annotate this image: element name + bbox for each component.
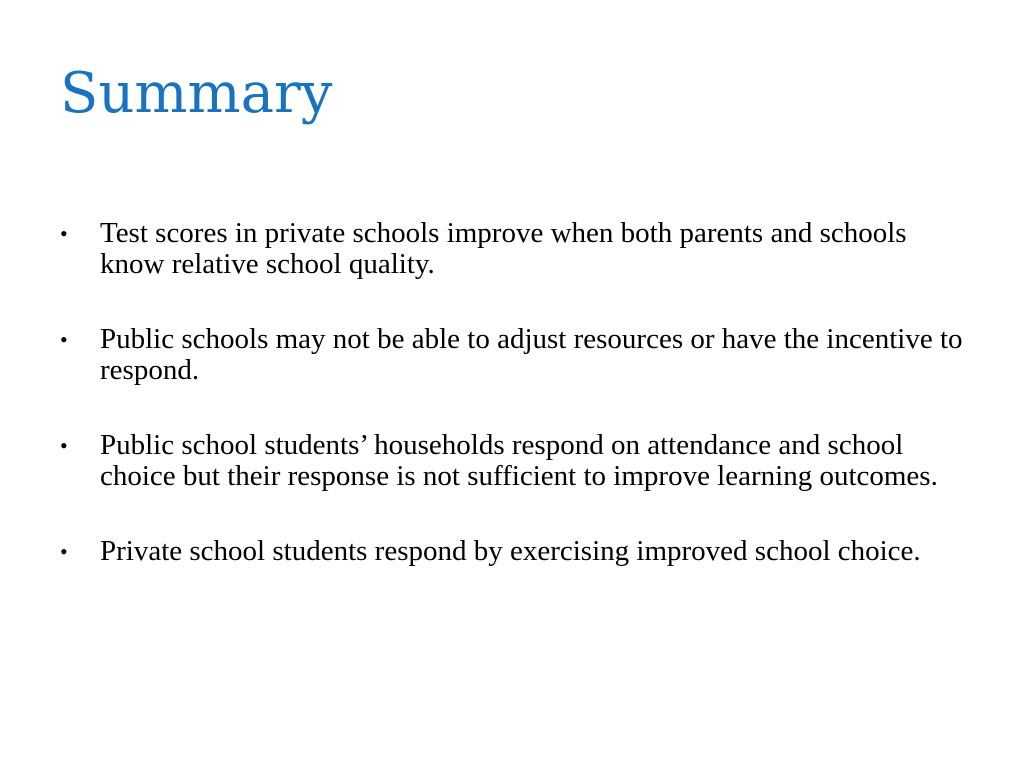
bullet-item [60,536,965,567]
bullet-text: Public school students’ households respond on attendance and school choice but their response is not sufficient to improve learning outcomes. [100,429,938,492]
bullet-icon: • [60,433,68,458]
bullet-icon: • [60,327,68,352]
bullet-text: Public schools may not be able to adjust resources or have the incentive to respond. [100,323,963,386]
bullet-item [60,218,965,280]
slide-title: Summary [60,61,333,126]
bullet-icon: • [60,539,68,564]
bullet-text: Private school students respond by exercising improved school choice. [100,535,921,567]
bullet-item [60,324,965,386]
bullet-text: Test scores in private schools improve when both parents and schools know relative school quality. [100,217,907,280]
bullet-icon: • [60,221,68,246]
bullet-list [60,218,965,611]
bullet-item [60,430,965,492]
